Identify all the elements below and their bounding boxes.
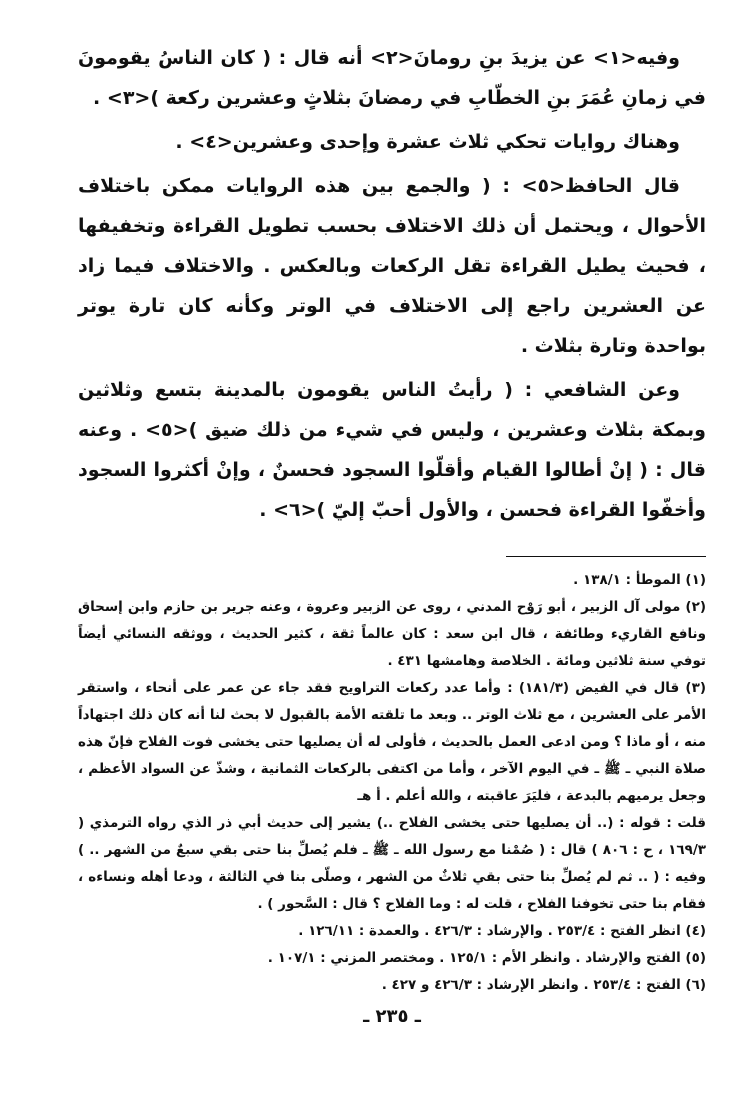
footnote-6: (٦) الفتح : ٢٥٣/٤ . وانظر الإرشاد : ٤٢٦/٣ و ٤٢٧ .: [381, 977, 706, 993]
footnotes: [78, 567, 706, 999]
paragraph-4: وعن الشافعي : ( رأيتُ الناس يقومون بالمدينة بتسع وثلاثين وبمكة بثلاث وعشرين ، وليس في شيء من ذلك ضيق )<٥> . وعنه قال : ( إنْ أطالوا القيام وأقلّوا السجود فحسنٌ ، وإنْ أكثروا السجود وأخفّوا القراءة فحسن ، والأول أحبّ إليّ )<٦> .: [78, 379, 706, 521]
paragraph-3: قال الحافظ<٥> : ( والجمع بين هذه الروايات ممكن باختلاف الأحوال ، ويحتمل أن ذلك الاختلاف بحسب تطويل القراءة وتخفيفها ، فحيث يطيل القراءة تقل الركعات وبالعكس . والاختلاف فيما زاد عن العشرين راجع إلى الاختلاف في الوتر وكأنه كان تارة يوتر بواحدة وتارة بثلاث .: [78, 175, 706, 357]
book-page: [78, 38, 706, 1078]
footnote-2: (٢) مولى آل الزبير ، أبو رَوْح المدني ، روى عن الزبير وعروة ، وعنه جرير بن حازم وابن إسحاق ونافع القاريء وطائفة ، قال ابن سعد : كان عالماً ثقة ، كثير الحديث ، ووثقه النسائي أيضاً توفي سنة ثلاثين ومائة . الخلاصة وهامشها ٤٣١ .: [78, 599, 706, 669]
page-number: ـ ٢٣٥ ـ: [363, 1006, 421, 1027]
footnote-1: (١) الموطأ : ١٣٨/١ .: [573, 572, 706, 588]
paragraph-2: وهناك روايات تحكي ثلاث عشرة وإحدى وعشرين<٤> .: [175, 131, 680, 153]
footnote-5: (٥) الفتح والإرشاد . وانظر الأم : ١٢٥/١ . ومختصر المزني : ١٠٧/١ .: [267, 950, 706, 966]
main-text: [78, 38, 706, 530]
footnote-4: (٤) انظر الفتح : ٢٥٣/٤ . والإرشاد : ٤٢٦/٣ . والعمدة : ١٢٦/١١ .: [298, 923, 706, 939]
footnote-divider: [506, 556, 706, 557]
footnote-3: (٣) قال في الفيض (١٨١/٣) : وأما عدد ركعات التراويح فقد جاء عن عمر على أنحاء ، واستقر الأمر على العشرين ، مع ثلاث الوتر .. وبعد ما تلقته الأمة بالقبول لا بحث لنا أنه كان ذلك اجتهاداً منه ، أو ماذا ؟ ومن ادعى العمل بالحديث ، فأولى له أن يصليها حتى يخشى فوت الفلاح فإنّ هذه صلاة النبي ـ ﷺ ـ في اليوم الآخر ، وأما من اكتفى بالركعات الثمانية ، وشذّ عن السواد الأعظم ، وجعل يرميهم بالبدعة ، فليَرَ عاقبته ، والله أعلم . أ هـ: [78, 680, 706, 804]
paragraph-1: وفيه<١> عن يزيدَ بنِ رومانَ<٢> أنه قال : ( كان الناسُ يقومونَ في زمانِ عُمَرَ بنِ الخطّابِ في رمضانَ بثلاثٍ وعشرين ركعة )<٣> .: [78, 47, 706, 109]
footnote-3-comment: قلت : قوله : (.. أن يصليها حتى يخشى الفلاح ..) يشير إلى حديث أبي ذر الذي رواه الترمذي ( ١٦٩/٣ ، ح : ٨٠٦ ) قال : ( صُمْنا مع رسول الله ـ ﷺ ـ فلم يُصلِّ بنا حتى بقي سبعٌ من الشهر .. ) وفيه : ( .. ثم لم يُصلِّ بنا حتى بقي ثلاثٌ من الشهر ، وصلّى بنا في الثالثة ، ودعا أهله ونساءه ، فقام بنا حتى تخوفنا الفلاح ، قلت له : وما الفلاح ؟ قال : السَّحور ) .: [78, 815, 706, 912]
